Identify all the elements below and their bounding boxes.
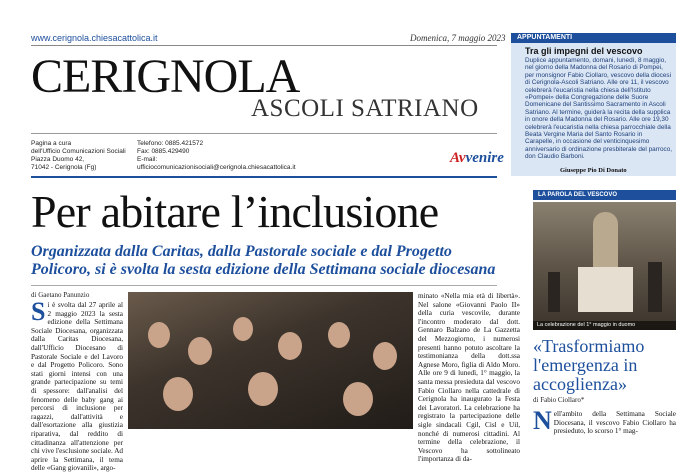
photo-figure: [648, 262, 662, 312]
masthead-title: CERIGNOLA: [31, 50, 300, 103]
contact-line: E-mail:: [137, 156, 158, 163]
cathedral-photo: [533, 202, 676, 330]
photo-figure: [343, 382, 373, 416]
contact-line: Pagina a cura: [31, 140, 72, 147]
contact-left: [31, 140, 126, 172]
email-link[interactable]: ufficiocomunicazionisociali@cerignola.chiesacattolica.it: [137, 164, 296, 171]
photo-arch: [593, 212, 618, 267]
article-byline: di Gaetano Panunzio: [31, 291, 90, 299]
appointments-signature: Giuseppe Pio Di Donato: [560, 167, 627, 174]
photo-figure: [148, 322, 170, 348]
photo-altar: [578, 267, 633, 312]
article-headline: Per abitare l’inclusione: [31, 186, 439, 237]
photo-figure: [278, 332, 302, 360]
column-text: ell'ambito della Settimana Sociale Diocesana, il vescovo Fabio Ciollaro ha presieduto, lo scorso 1° mag-: [553, 410, 676, 436]
logo-part: venire: [465, 150, 504, 166]
divider: [31, 133, 497, 134]
audience-photo: [128, 292, 413, 429]
photo-figure: [248, 372, 278, 406]
bishop-word-tag: LA PAROLA DEL VESCOVO: [533, 190, 676, 200]
photo-figure: [328, 322, 350, 348]
appointments-text: Duplice appuntamento, domani, lunedì, 8 maggio, nel giorno della Madonna del Rosario di Pompei, per monsignor Fabio Ciollaro, vescovo della diocesi di Cerignola-Ascoli Satriano. Alle ore 11, il vescovo celebrerà l'eucaristia nella chiesa dell'Istituto «Pompei» della Congregazione delle Suore Domenicane del Santissimo Sacramento in Ascoli Satriano. Al termine, guiderà la recita della supplica in onore della Madonna del Rosario. Alle ore 19,30 celebrerà l'eucaristia nella chiesa parrocchiale della Beata Vergine Maria del Santo Rosario in Carapelle, in occasione del venticinquesimo anniversario di ordinazione presbiterale del parroco, don Claudio Barboni.: [525, 57, 673, 161]
contact-line: 71042 - Cerignola (Fg): [31, 164, 97, 171]
drop-cap: S: [31, 297, 46, 326]
issue-date: Domenica, 7 maggio 2023: [410, 33, 506, 43]
contact-line: Fax: 0885.429490: [137, 148, 190, 155]
photo-figure: [163, 377, 193, 411]
article-column-3: minato «Nella mia età di libertà». Nel salone «Giovanni Paolo II» della curia vescovile, durante l'incontro moderato dal dott. Gennaro Balzano de La Gazzetta del Mezzogiorno, i numerosi presenti hanno potuto ascoltare la testimonianza della dott.ssa Agnese Moro, figlia di Aldo Moro. Alle ore 9 di lunedì, 1° maggio, la santa messa presieduta dal vescovo Fabio Ciollaro nella cattedrale di Cerignola ha inaugurato la Festa dei Lavoratori. La celebrazione ha registrato la partecipazione delle sigle sindacali Cgil, Cisl e Uil, nonché di numerosi cittadini. Al termine della celebrazione, il Vescovo ha sottolineato l'importanza di da-: [418, 292, 520, 464]
contact-right: [137, 140, 296, 172]
contact-line: Piazza Duomo 42,: [31, 156, 85, 163]
divider: [31, 285, 497, 286]
bishop-byline: di Fabio Ciollaro*: [533, 396, 585, 404]
contact-line: dell'Ufficio Comunicazioni Sociali: [31, 148, 126, 155]
avvenire-logo: [450, 150, 504, 167]
divider: [31, 45, 497, 46]
photo-figure: [233, 317, 253, 341]
website-url[interactable]: www.cerignola.chiesacattolica.it: [31, 33, 158, 43]
drop-cap: N: [533, 406, 552, 435]
column-text: i è svolta dal 27 aprile al 2 maggio 2023 la sesta edizione della Settimana Sociale Diocesana, organizzata dalla Caritas Diocesana, dall'Ufficio Diocesano di Pastorale Sociale e del Lavoro e dal Progetto Policoro. Sono stati giorni intensi con una grande partecipazione su temi di spessore: dall'analisi del fenomeno delle baby gang ai percorsi di inclusione per ragazzi, dall'attività e dall'esortazione alla giustizia riparativa, dal reddito di cittadinanza all'attenzione per chi vive l'esclusione sociale. Ad aprire la Settimana, il tema delle «Gang giovanili», argo-: [31, 301, 123, 473]
photo-figure: [373, 342, 397, 370]
bishop-article-title: «Trasformiamo l'emergenza in accoglienza»: [533, 336, 645, 394]
masthead-subtitle: ASCOLI SATRIANO: [251, 95, 479, 122]
photo-caption: La celebrazione del 1° maggio in duomo: [533, 321, 676, 330]
bishop-article-text: [533, 406, 676, 436]
appointments-title: Tra gli impegni del vescovo: [525, 46, 643, 56]
photo-figure: [548, 272, 560, 312]
appointments-tag: APPUNTAMENTI: [511, 33, 676, 43]
divider: [31, 176, 497, 178]
contact-line: Telefono: 0885.421572: [137, 140, 204, 147]
logo-part: Av: [450, 150, 466, 166]
photo-figure: [188, 337, 212, 365]
article-column-1: [31, 297, 123, 473]
article-deck: Organizzata dalla Caritas, dalla Pastorale sociale e dal Progetto Policoro, si è svolta la sesta edizione della Settimana sociale diocesana: [31, 243, 496, 278]
